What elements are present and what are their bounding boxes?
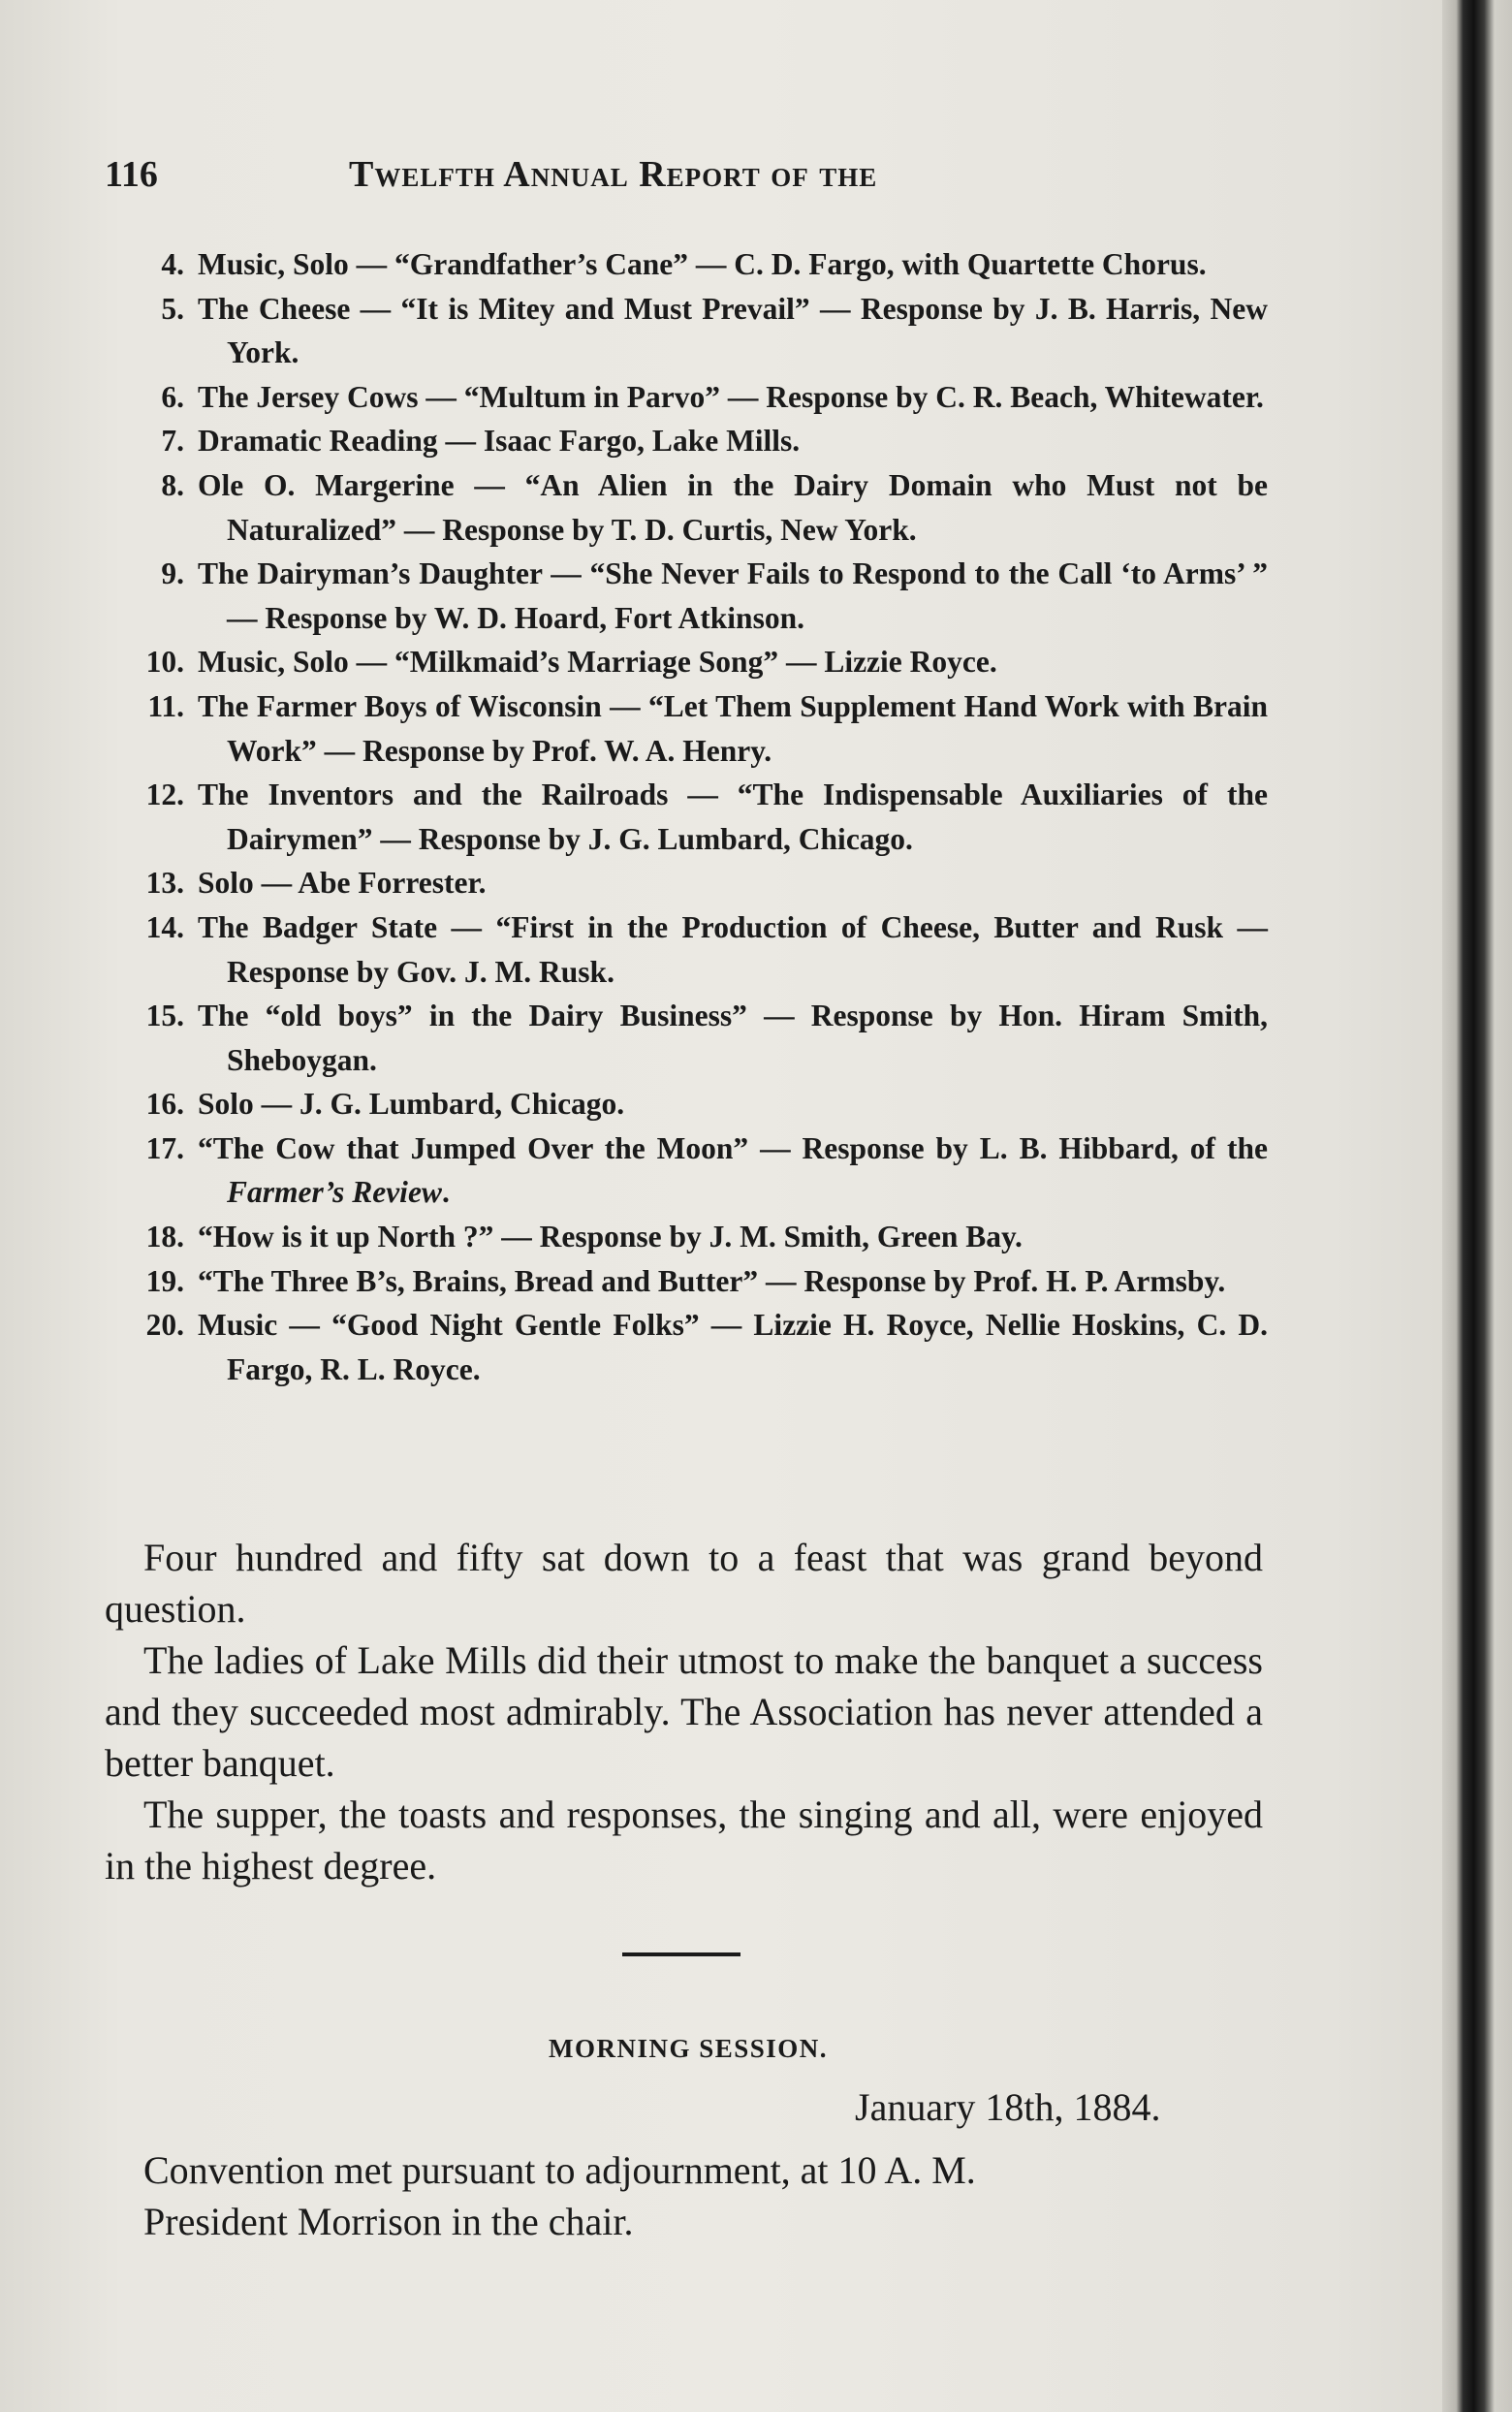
section-divider <box>622 1952 740 1956</box>
program-item-number: 6. <box>161 379 184 414</box>
program-item <box>114 463 1268 552</box>
program-item-text <box>198 1259 1268 1304</box>
page-number: 116 <box>105 154 158 195</box>
program-item <box>114 861 1268 905</box>
program-item-main-text: The Cheese — “It is Mitey and Must Prevail” — Response by J. B. Harris, New York. <box>198 291 1268 370</box>
program-item-number: 10. <box>145 645 184 680</box>
program-item-text <box>198 552 1268 640</box>
program-item-number: 7. <box>161 424 184 459</box>
program-item-number: 5. <box>161 291 184 326</box>
program-item-text <box>198 773 1268 861</box>
program-item-text <box>198 994 1268 1082</box>
program-item-number: 12. <box>145 778 184 812</box>
program-item <box>114 640 1268 684</box>
running-title: Twelfth Annual Report of the <box>349 154 878 195</box>
program-item-text <box>198 1303 1268 1391</box>
paragraph-feast: Four hundred and fifty sat down to a feast that was grand beyond question. <box>105 1536 1263 1631</box>
program-item-text <box>198 242 1268 287</box>
program-item-number: 16. <box>145 1087 184 1122</box>
program-item <box>114 994 1268 1082</box>
program-item-number: 11. <box>147 688 184 723</box>
program-item-number: 9. <box>161 556 184 591</box>
program-item-number: 14. <box>145 909 184 944</box>
program-item <box>114 1303 1268 1391</box>
program-item-number: 8. <box>161 467 184 502</box>
toast-program-list <box>114 242 1268 1391</box>
program-item <box>114 773 1268 861</box>
program-item-main-text: The Jersey Cows — “Multum in Parvo” — Response by C. R. Beach, Whitewater. <box>198 379 1264 414</box>
program-item <box>114 684 1268 773</box>
program-item-number: 20. <box>145 1308 184 1343</box>
paragraph-ladies: The ladies of Lake Mills did their utmost to make the banquet a success and they succeeded most admirably. The Association has never attended a better banquet. <box>105 1638 1263 1785</box>
program-item-number: 13. <box>145 866 184 901</box>
program-item <box>114 419 1268 463</box>
program-item-text <box>198 1215 1268 1259</box>
book-binding <box>1442 0 1512 2412</box>
program-item <box>114 1082 1268 1127</box>
session-line-1: Convention met pursuant to adjournment, at 10 A. M. <box>143 2148 976 2192</box>
program-item-main-text: The Farmer Boys of Wisconsin — “Let Them Supplement Hand Work with Brain Work” — Response by Prof. W. A. Henry. <box>198 688 1268 768</box>
program-item-main-text: The Inventors and the Railroads — “The Indispensable Auxiliaries of the Dairymen” — Response by J. G. Lumbard, Chicago. <box>198 778 1268 856</box>
program-item-text <box>198 1082 1268 1127</box>
program-item <box>114 1127 1268 1215</box>
program-item <box>114 552 1268 640</box>
program-item-main-text: Ole O. Margerine — “An Alien in the Dairy Domain who Must not be Naturalized” — Response by T. D. Curtis, New York. <box>198 467 1268 547</box>
program-item-main-text: Music — “Good Night Gentle Folks” — Lizzie H. Royce, Nellie Hoskins, C. D. Fargo, R. L. Royce. <box>198 1308 1268 1386</box>
program-item <box>114 242 1268 287</box>
session-line-2: President Morrison in the chair. <box>143 2200 634 2243</box>
session-date: January 18th, 1884. <box>855 2085 1161 2129</box>
program-item <box>114 287 1268 375</box>
program-item-text <box>198 287 1268 375</box>
program-item-main-text: Music, Solo — “Milkmaid’s Marriage Song” — Lizzie Royce. <box>198 645 997 680</box>
program-item-main-text: Dramatic Reading — Isaac Fargo, Lake Mills. <box>198 424 801 459</box>
program-item-text <box>198 905 1268 994</box>
program-item <box>114 1215 1268 1259</box>
program-item-number: 17. <box>145 1130 184 1165</box>
program-item <box>114 905 1268 994</box>
program-item-number: 4. <box>161 247 184 281</box>
program-item-main-text: “How is it up North ?” — Response by J. M. Smith, Green Bay. <box>198 1220 1023 1254</box>
paragraph-supper: The supper, the toasts and responses, the singing and all, were enjoyed in the highest degree. <box>105 1793 1263 1888</box>
program-item-number: 18. <box>145 1220 184 1254</box>
publication-title: Farmer’s Review <box>227 1175 442 1210</box>
program-item-text <box>198 861 1268 905</box>
program-item-text <box>198 463 1268 552</box>
program-item-main-text: “The Cow that Jumped Over the Moon” — Response by L. B. Hibbard, of the <box>198 1130 1268 1165</box>
session-heading: MORNING SESSION. <box>548 2034 829 2063</box>
session-opening-text <box>143 2144 1258 2247</box>
program-item <box>114 375 1268 420</box>
program-item-main-text: Music, Solo — “Grandfather’s Cane” — C. D. Fargo, with Quartette Chorus. <box>198 247 1207 281</box>
program-item-main-text: Solo — J. G. Lumbard, Chicago. <box>198 1087 625 1122</box>
program-item-text <box>198 375 1268 420</box>
program-item-main-text: The “old boys” in the Dairy Business” — Response by Hon. Hiram Smith, Sheboygan. <box>198 999 1268 1077</box>
program-item-number: 19. <box>145 1263 184 1298</box>
program-item-main-text: Solo — Abe Forrester. <box>198 866 487 901</box>
page-header <box>105 153 1307 202</box>
program-item-main-text: “The Three B’s, Brains, Bread and Butter” — Response by Prof. H. P. Armsby. <box>198 1263 1226 1298</box>
narrative-paragraphs <box>105 1532 1263 1891</box>
program-item-text <box>198 1127 1268 1215</box>
program-item-trailing: . <box>441 1175 450 1210</box>
program-item-text <box>198 640 1268 684</box>
program-item <box>114 1259 1268 1304</box>
program-item-number: 15. <box>145 999 184 1033</box>
program-item-main-text: The Badger State — “First in the Production of Cheese, Butter and Rusk — Response by Gov. J. M. Rusk. <box>198 909 1268 989</box>
program-item-text <box>198 684 1268 773</box>
program-item-text <box>198 419 1268 463</box>
program-item-main-text: The Dairyman’s Daughter — “She Never Fails to Respond to the Call ‘to Arms’ ” — Response by W. D. Hoard, Fort Atkinson. <box>198 556 1268 635</box>
